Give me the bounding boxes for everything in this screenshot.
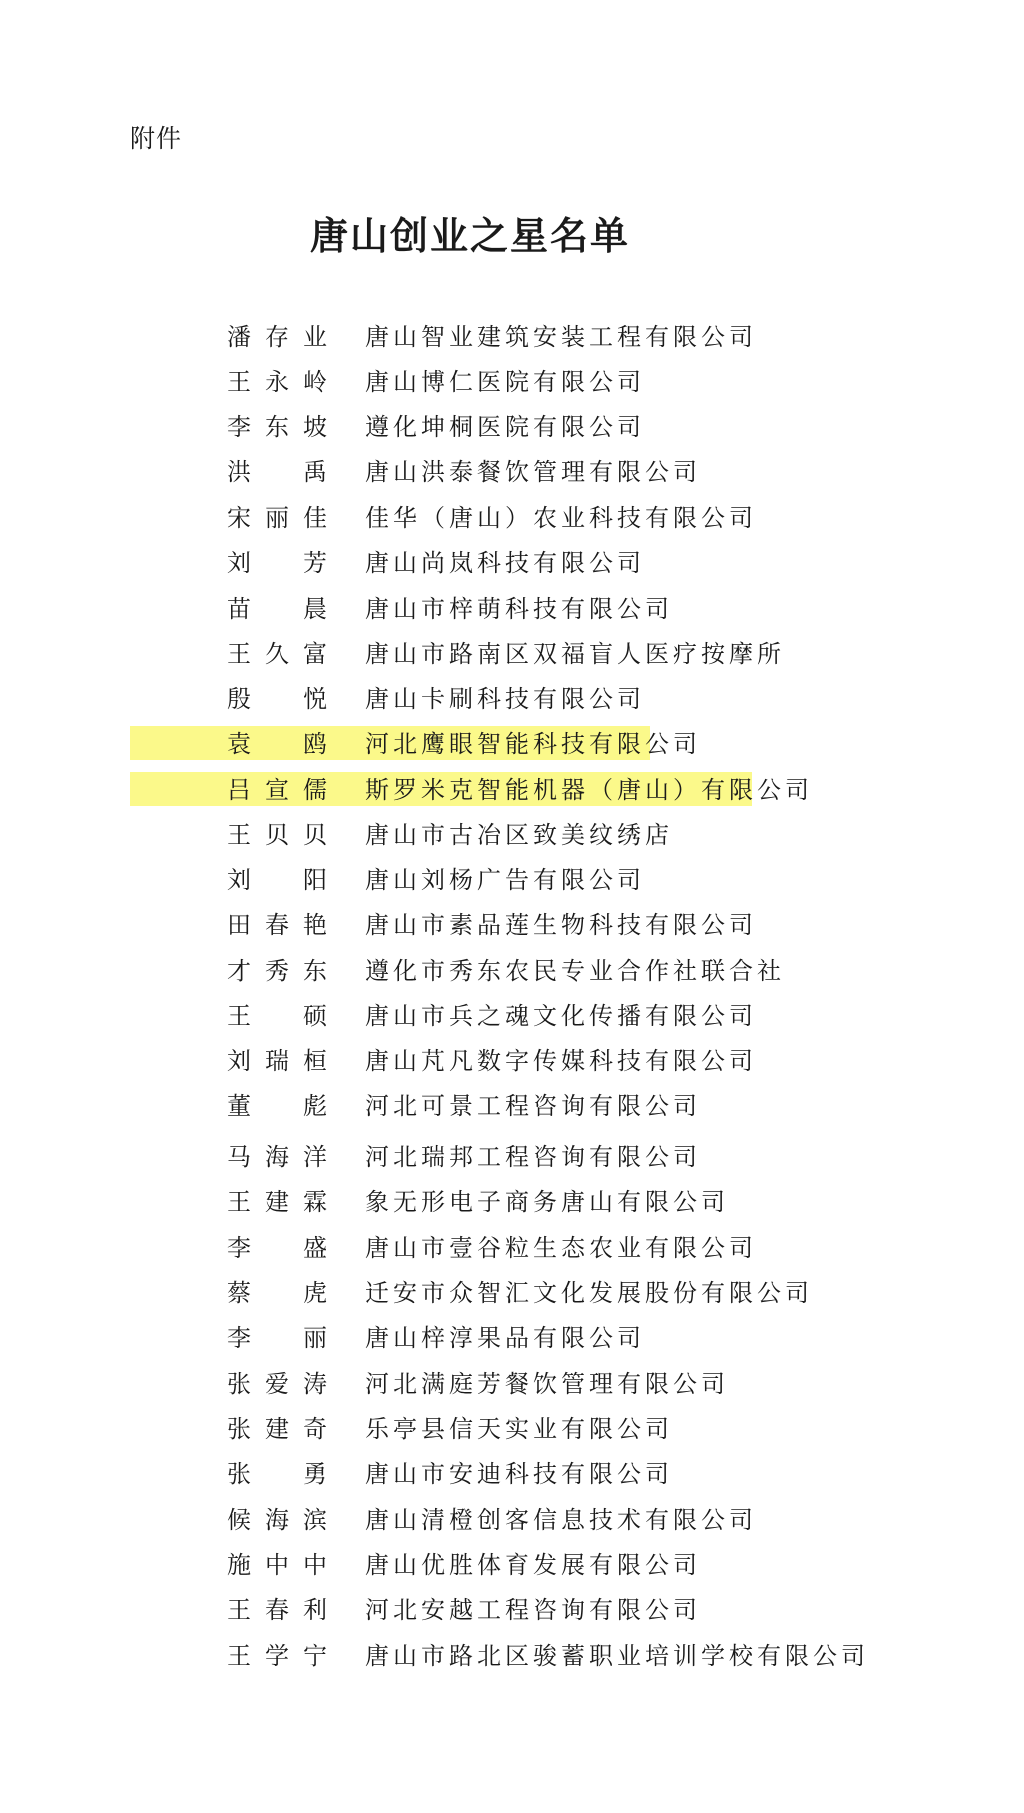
list-item [0,1454,1024,1494]
list-item [0,1364,1024,1404]
person-name: 蔡虎 [227,1279,327,1307]
company-name: 乐亭县信天实业有限公司 [365,1415,673,1443]
company-name: 唐山优胜体育发展有限公司 [365,1551,701,1579]
list-item [0,1545,1024,1585]
list-item [0,362,1024,402]
company-name: 唐山市素品莲生物科技有限公司 [365,911,757,939]
list-item [0,589,1024,629]
person-name: 刘阳 [227,866,327,894]
company-name: 斯罗米克智能机器（唐山）有限公司 [365,776,813,804]
company-name: 河北瑞邦工程咨询有限公司 [365,1143,701,1171]
list-item [0,1228,1024,1268]
list-item [0,317,1024,357]
person-name: 洪禹 [227,458,327,486]
list-item [0,407,1024,447]
person-name: 吕宣儒 [227,776,327,804]
person-name: 王永岭 [227,368,327,396]
person-name: 袁鸥 [227,730,327,758]
document-title: 唐山创业之星名单 [309,213,630,258]
company-name: 唐山卡刷科技有限公司 [365,685,645,713]
company-name: 唐山刘杨广告有限公司 [365,866,645,894]
company-name: 遵化坤桐医院有限公司 [365,413,645,441]
person-name: 李盛 [227,1234,327,1262]
list-item [0,679,1024,719]
person-name: 张勇 [227,1460,327,1488]
person-name: 殷悦 [227,685,327,713]
list-item [0,634,1024,674]
company-name: 唐山博仁医院有限公司 [365,368,645,396]
person-name: 才秀东 [227,957,327,985]
company-name: 唐山清橙创客信息技术有限公司 [365,1506,757,1534]
list-item [0,996,1024,1036]
person-name: 潘存业 [227,323,327,351]
person-name: 马海洋 [227,1143,327,1171]
person-name: 苗晨 [227,595,327,623]
list-item [0,543,1024,583]
company-name: 河北可景工程咨询有限公司 [365,1092,701,1120]
person-name: 候海滨 [227,1506,327,1534]
company-name: 唐山芃凡数字传媒科技有限公司 [365,1047,757,1075]
list-item [0,951,1024,991]
company-name: 唐山市路北区骏蓄职业培训学校有限公司 [365,1642,869,1670]
list-item [0,860,1024,900]
list-item [0,498,1024,538]
list-item [0,1500,1024,1540]
company-name: 唐山市兵之魂文化传播有限公司 [365,1002,757,1030]
list-item [0,1273,1024,1313]
list-item [0,815,1024,855]
attachment-label: 附件 [130,124,183,153]
person-name: 张建奇 [227,1415,327,1443]
list-item [0,1086,1024,1126]
list-item [0,724,1024,764]
company-name: 唐山洪泰餐饮管理有限公司 [365,458,701,486]
person-name: 田春艳 [227,911,327,939]
company-name: 唐山市古冶区致美纹绣店 [365,821,673,849]
person-name: 李东坡 [227,413,327,441]
list-item [0,1590,1024,1630]
list-item [0,1137,1024,1177]
company-name: 遵化市秀东农民专业合作社联合社 [365,957,785,985]
person-name: 宋丽佳 [227,504,327,532]
company-name: 唐山梓淳果品有限公司 [365,1324,645,1352]
company-name: 迁安市众智汇文化发展股份有限公司 [365,1279,813,1307]
person-name: 王建霖 [227,1188,327,1216]
company-name: 河北满庭芳餐饮管理有限公司 [365,1370,729,1398]
list-item [0,1318,1024,1358]
person-name: 张爱涛 [227,1370,327,1398]
list-item [0,1041,1024,1081]
list-item [0,452,1024,492]
company-name: 唐山尚岚科技有限公司 [365,549,645,577]
company-name: 唐山市壹谷粒生态农业有限公司 [365,1234,757,1262]
company-name: 唐山市路南区双福盲人医疗按摩所 [365,640,785,668]
list-item [0,770,1024,810]
list-item [0,1636,1024,1676]
person-name: 王春利 [227,1596,327,1624]
person-name: 王贝贝 [227,821,327,849]
company-name: 河北鹰眼智能科技有限公司 [365,730,701,758]
company-name: 象无形电子商务唐山有限公司 [365,1188,729,1216]
list-item [0,1409,1024,1449]
company-name: 唐山市梓萌科技有限公司 [365,595,673,623]
person-name: 王久富 [227,640,327,668]
person-name: 王硕 [227,1002,327,1030]
company-name: 唐山市安迪科技有限公司 [365,1460,673,1488]
list-item [0,1182,1024,1222]
person-name: 施中中 [227,1551,327,1579]
person-name: 李丽 [227,1324,327,1352]
person-name: 刘瑞桓 [227,1047,327,1075]
person-name: 王学宁 [227,1642,327,1670]
company-name: 唐山智业建筑安装工程有限公司 [365,323,757,351]
person-name: 刘芳 [227,549,327,577]
list-item [0,905,1024,945]
person-name: 董彪 [227,1092,327,1120]
company-name: 佳华（唐山）农业科技有限公司 [365,504,757,532]
company-name: 河北安越工程咨询有限公司 [365,1596,701,1624]
